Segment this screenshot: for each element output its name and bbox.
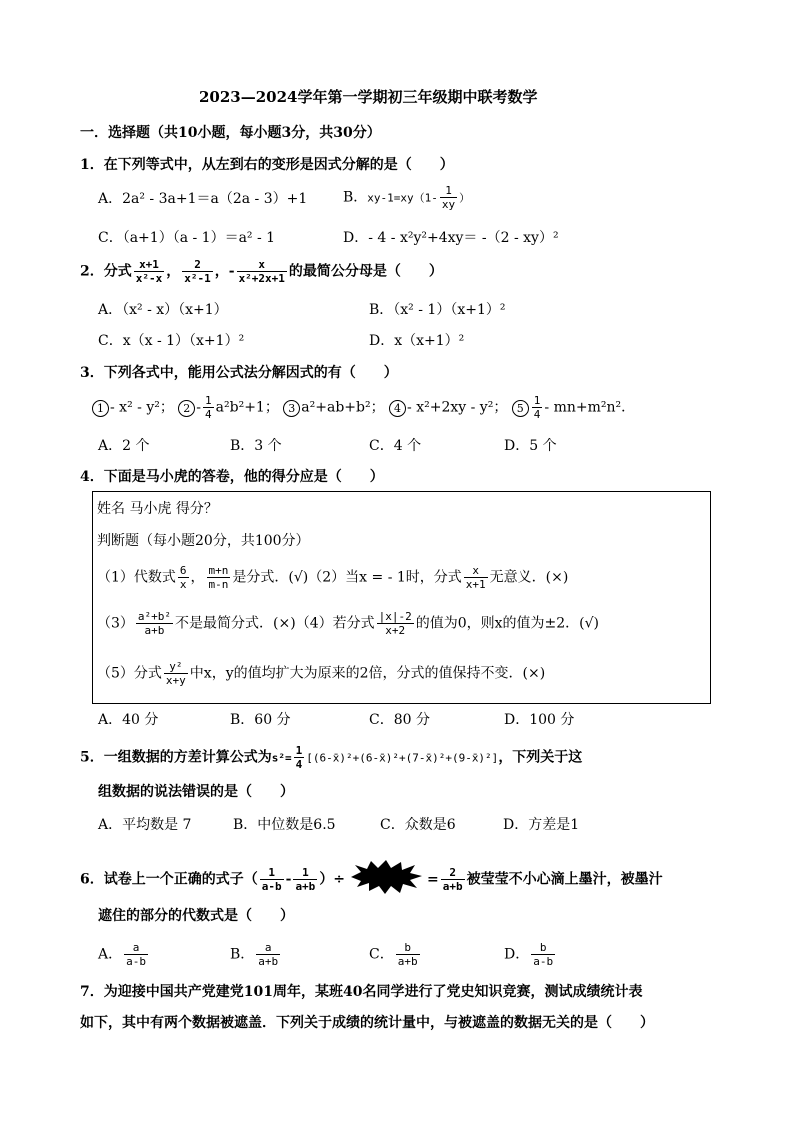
- q3-fraction-2: $\frac{1}{4}$: [205, 394, 212, 421]
- circled-5-icon: 5: [512, 400, 529, 417]
- q7-stem: 7．为迎接中国共产党建党101周年，某班40名同学进行了党史知识竞赛，测试成绩统计表: [80, 984, 643, 1000]
- q2-option-a: A．（x² - x）（x+1）: [98, 302, 228, 318]
- q4-option-d: D．100 分: [504, 712, 575, 728]
- q2-option-c: C．x（x - 1）（x+1）²: [98, 333, 245, 349]
- q6-stem-cont: 遮住的部分的代数式是（ ）: [98, 908, 294, 924]
- q4-fraction-mn: $\frac{m+n}{m-n}$: [208, 564, 229, 591]
- answer-sheet-item-5: （5）分式 $\frac{\text{y²}}{x+y}$ 中x，y的值均扩大为原来的2倍，分式的值保持不变．(×): [97, 660, 546, 687]
- circled-3-icon: 3: [283, 400, 300, 417]
- q3-option-c: C．4 个: [369, 438, 422, 454]
- answer-sheet-item-3-4: （3） $\frac{\text{a²+b²}}{a+b}$ 不是最简分式．(×)（4）若分式 $\frac{|x|-2}{x+2}$ 的值为0，则x的值为±2．(√): [97, 610, 600, 637]
- q1-option-a: A．2a² - 3a+1＝a（2a - 3）+1: [98, 191, 308, 207]
- q6-stem: 6．试卷上一个正确的式子（ $\frac{1}{a-b}$ - $\frac{1}{a+b}$ ）÷ = $\frac{2}{a+b}$ 被莹莹不小心滴上墨汁，被墨汁: [80, 860, 663, 899]
- q4-fraction-x-x1: $\frac{x}{x+1}$: [465, 564, 486, 591]
- answer-sheet-heading: 判断题（每小题20分，共100分）: [97, 533, 310, 549]
- q5-stem: 5．一组数据的方差计算公式为s²= $\frac{1}{4}$ [(6-x̄)²+(6-x̄)²+(7-x̄)²+(9-x̄)²]，下列关于这: [80, 744, 583, 771]
- q4-option-a: A．40 分: [98, 712, 159, 728]
- q4-fraction-y2: $\frac{\text{y²}}{x+y}$: [165, 660, 186, 687]
- ink-blot-icon: [349, 860, 423, 899]
- q1-stem: 1．在下列等式中，从左到右的变形是因式分解的是（ ）: [80, 157, 454, 173]
- q1-option-c: C．（a+1）（a - 1）＝a² - 1: [98, 230, 276, 246]
- q4-stem: 4．下面是马小虎的答卷，他的得分应是（ ）: [80, 469, 384, 485]
- q6-fraction-1: $\frac{1}{a-b}$: [261, 866, 282, 893]
- q4-option-c: C．80 分: [369, 712, 430, 728]
- q3-items: 1 - x² - y²； 2 - $\frac{1}{4}$ a²b²+1； 3 a²+ab+b²； 4 - x²+2xy - y²； 5 $\frac{1}{4}$ - mn+m²n²．: [92, 394, 635, 421]
- q2-stem: 2．分式 $\frac{x+1}{\text{x²-x}}$ ， $\frac{2}{\text{x²-1}}$ ，- $\frac{x}{\text{x²+2x+1}}$ 的最简公分母是（ ）: [80, 258, 443, 285]
- q6-fraction-2: $\frac{1}{a+b}$: [295, 866, 316, 893]
- q6-fraction-3: $\frac{2}{a+b}$: [442, 866, 463, 893]
- q4-fraction-a2b2: $\frac{\text{a²+b²}}{a+b}$: [137, 610, 172, 637]
- circled-4-icon: 4: [389, 400, 406, 417]
- q6-option-c: C． $\frac{b}{a+b}$: [369, 941, 418, 968]
- answer-sheet-name: 姓名 马小虎 得分？: [97, 501, 218, 517]
- q3-fraction-5: $\frac{1}{4}$: [533, 394, 541, 421]
- q2-fraction-2: $\frac{2}{\text{x²-1}}$: [184, 258, 211, 285]
- page-title: 2023—2024学年第一学期初三年级期中联考数学: [199, 88, 538, 106]
- circled-2-icon: 2: [178, 400, 195, 417]
- q4-fraction-6x: $\frac{6}{x}$: [179, 564, 187, 591]
- q5-option-c: C．众数是6: [380, 817, 456, 833]
- q5-option-a: A．平均数是 7: [98, 817, 192, 833]
- q5-formula-prefix: s²=: [271, 751, 292, 765]
- q1-b-pre: xy-1=xy（1-: [367, 191, 438, 205]
- q3-option-a: A．2 个: [98, 438, 150, 454]
- q1-b-post: ）: [459, 191, 471, 205]
- q5-option-b: B．中位数是6.5: [233, 817, 336, 833]
- q1-option-d: D．- 4 - x²y²+4xy＝ -（2 - xy）²: [343, 230, 559, 246]
- q2-stem-post: 的最简公分母是（ ）: [288, 263, 443, 280]
- q2-option-d: D．x（x+1）²: [369, 333, 465, 349]
- q1-b-label: B．: [343, 189, 368, 206]
- q7-stem-cont: 如下，其中有两个数据被遮盖．下列关于成绩的统计量中，与被遮盖的数据无关的是（ ）: [80, 1015, 654, 1031]
- q5-stem-cont: 组数据的说法错误的是（ ）: [98, 784, 294, 800]
- circled-1-icon: 1: [92, 400, 109, 417]
- q2-option-b: B．（x² - 1）（x+1）²: [369, 302, 506, 318]
- q2-stem-pre: 2．分式: [80, 263, 132, 280]
- q6-option-a: A． $\frac{a}{a-b}$: [98, 941, 146, 968]
- q4-fraction-absx: $\frac{|x|-2}{x+2}$: [378, 610, 412, 637]
- q5-formula: [(6-x̄)²+(6-x̄)²+(7-x̄)²+(9-x̄)²]: [306, 751, 499, 765]
- q3-stem: 3．下列各式中，能用公式法分解因式的有（ ）: [80, 365, 398, 381]
- q5-option-d: D．方差是1: [503, 817, 580, 833]
- q5-fraction: $\frac{1}{4}$: [295, 744, 303, 771]
- q2-fraction-1: $\frac{x+1}{\text{x²-x}}$: [135, 258, 163, 285]
- q1-option-b: [343, 184, 470, 211]
- section-heading: 一．选择题（共10小题，每小题3分，共30分）: [80, 125, 381, 141]
- q4-option-b: B．60 分: [230, 712, 291, 728]
- q3-option-d: D．5 个: [504, 438, 557, 454]
- q6-option-d: D． $\frac{b}{a-b}$: [504, 941, 554, 968]
- q6-option-b: B． $\frac{a}{a+b}$: [230, 941, 279, 968]
- answer-sheet-item-1-2: （1）代数式 $\frac{6}{x}$ ， $\frac{m+n}{m-n}$ 是分式．(√)（2）当x = - 1时，分式 $\frac{x}{x+1}$ 无意义．(×): [97, 564, 569, 591]
- q2-fraction-3: $\frac{x}{\text{x²+2x+1}}$: [238, 258, 285, 285]
- q1-b-fraction: $\frac{1}{xy}$: [441, 184, 456, 211]
- q3-option-b: B．3 个: [230, 438, 282, 454]
